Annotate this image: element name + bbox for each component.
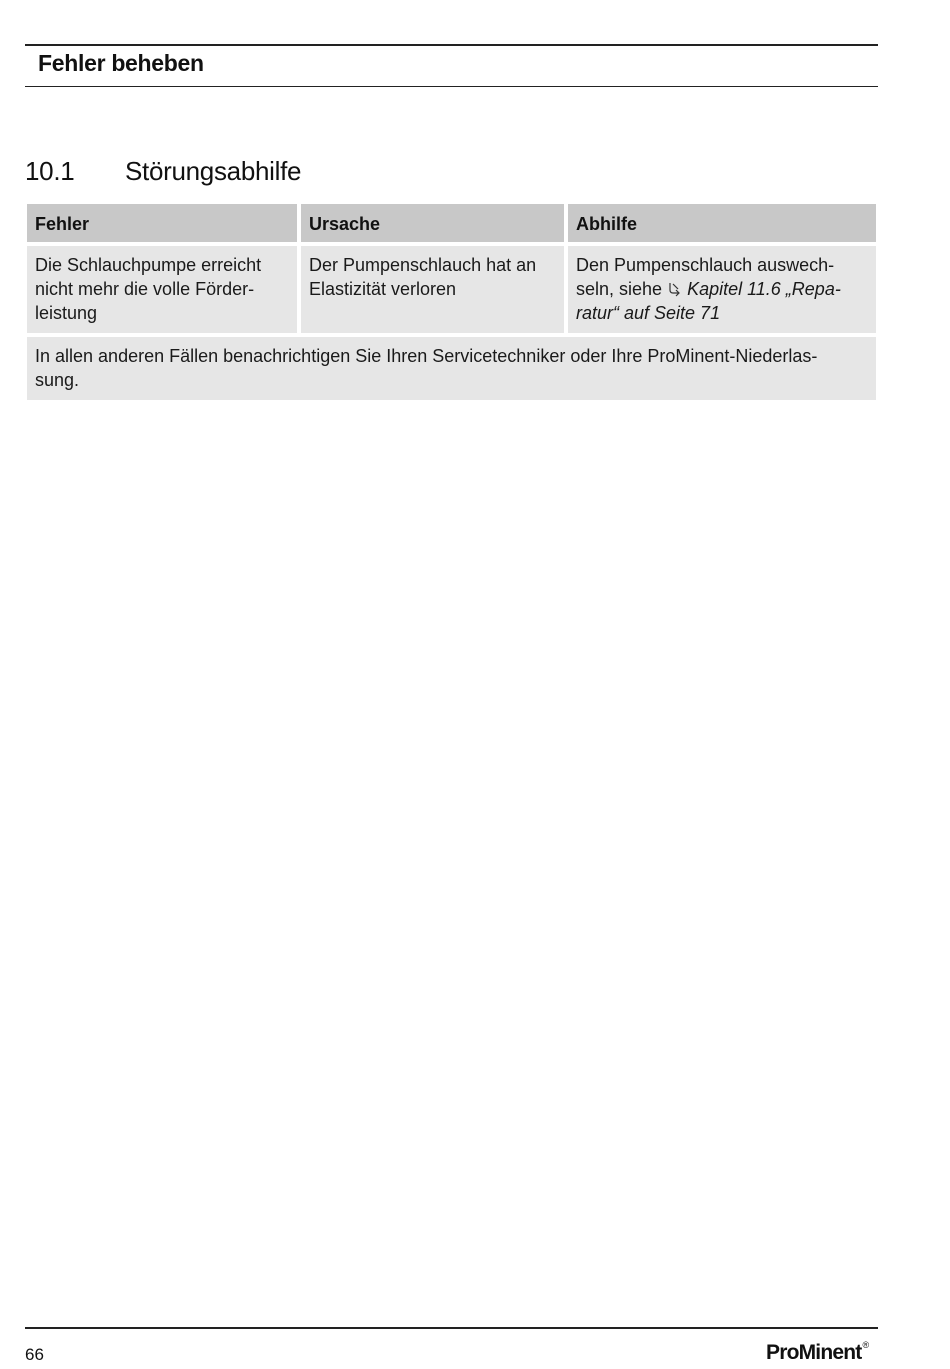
table-cell-fehler [27,246,297,333]
header-bottom-rule [25,86,878,87]
cell-line: Elastizität verloren [309,279,457,299]
cell-text: seln, siehe [576,279,668,299]
table-header-fehler [27,204,297,242]
table-header-ursache [301,204,564,242]
cell-line: leistung [35,303,98,323]
header-label: Fehler [35,214,90,234]
header-top-rule [25,44,878,46]
table-cell-abhilfe [568,246,876,333]
link-text: Kapitel 11.6 „Repa- [687,279,841,299]
arrow-link-icon [667,281,683,297]
logo-text: ProMinent [766,1341,862,1364]
table-note-row [27,337,876,400]
section-number: 10.1 [25,156,75,186]
header-label: Ursache [309,214,381,234]
chapter-title: Fehler beheben [38,50,204,76]
table-header-abhilfe [568,204,876,242]
section-heading [25,156,301,187]
page-number: 66 [25,1345,44,1364]
registered-mark: ® [862,1340,869,1350]
prominent-logo [766,1341,868,1365]
cell-line: Der Pumpenschlauch hat an [309,255,537,275]
cell-line: Die Schlauchpumpe erreicht [35,255,262,275]
section-title: Störungsabhilfe [125,156,302,186]
cross-reference-link[interactable] [667,279,841,299]
cell-line: Den Pumpenschlauch auswech- [576,255,835,275]
cell-line: nicht mehr die volle Förder- [35,279,255,299]
footer-rule [25,1327,878,1329]
header-label: Abhilfe [576,214,637,234]
cross-reference-link-cont[interactable]: ratur“ auf Seite 71 [576,303,721,323]
table-cell-ursache [301,246,564,333]
note-line: In allen anderen Fällen benachrichtigen Sie Ihren Servicetechniker oder Ihre ProMinent-Niederlas- [35,346,818,366]
cell-line-with-link [576,277,868,301]
note-line: sung. [35,370,80,390]
